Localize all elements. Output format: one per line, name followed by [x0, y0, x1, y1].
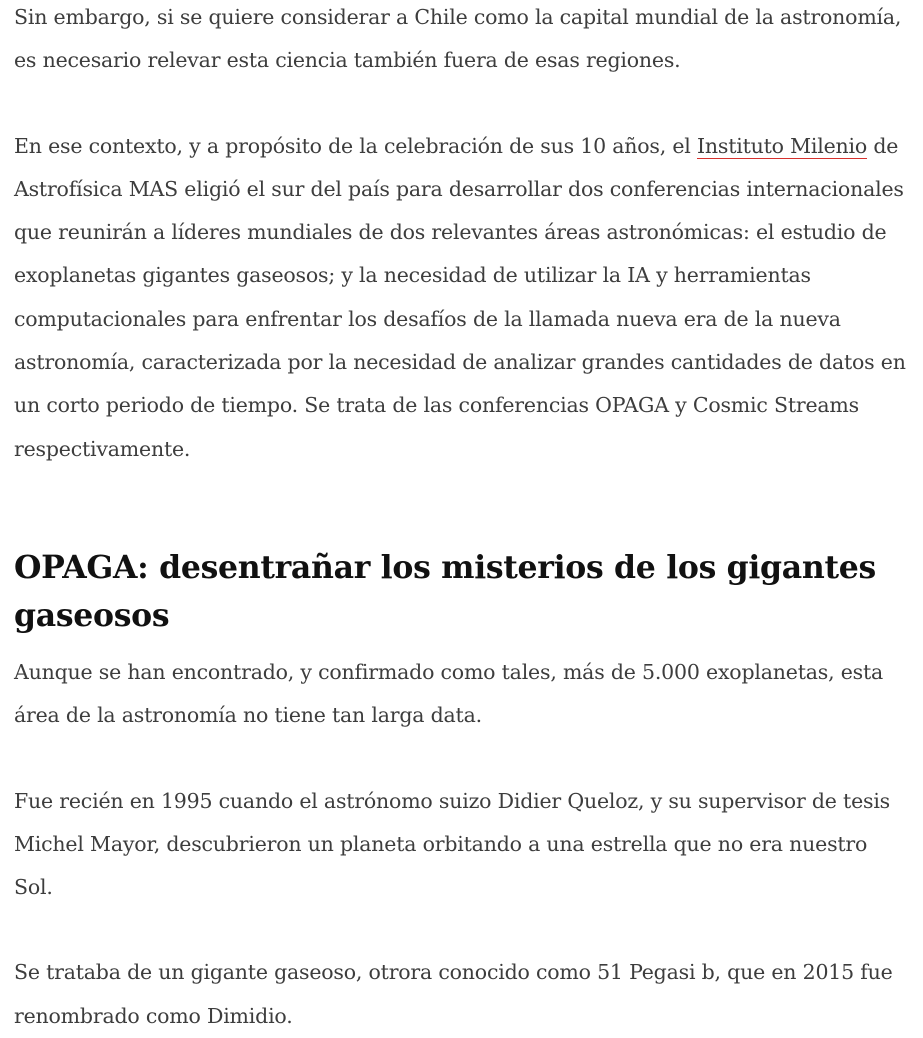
paragraph-chile-astronomy: Sin embargo, si se quiere considerar a Chile como la capital mundial de la astronomía, es necesario relevar esta ciencia también fuera de esas regiones. [14, 5, 902, 73]
instituto-milenio-link[interactable]: Instituto Milenio [696, 133, 868, 158]
context-text-before-link: En ese contexto, y a propósito de la celebración de sus 10 años, el [14, 133, 697, 158]
paragraph-1995-discovery: Fue recién en 1995 cuando el astrónomo suizo Didier Queloz, y su supervisor de tesis Michel Mayor, descubrieron un planeta orbitando a una estrella que no era nuestro Sol. [14, 788, 890, 900]
section-heading-opaga: OPAGA: desentrañar los misterios de los gigantes gaseosos [14, 548, 876, 634]
context-text-after-link: de Astrofísica MAS eligió el sur del país para desarrollar dos conferencias internacionales que reunirán a líderes mundiales de dos relevantes áreas astronómicas: el estudio de exoplanetas gigantes gaseosos; y la necesidad de utilizar la IA y herramientas computacionales para enfrentar los desafíos de la llamada nueva era de la nueva astronomía, caracterizada por la necesidad de analizar grandes cantidades de datos en un corto periodo de tiempo. Se trata de las conferencias OPAGA y Cosmic Streams respectivamente. [14, 133, 906, 461]
paragraph-exoplanets-count: Aunque se han encontrado, y confirmado como tales, más de 5.000 exoplanetas, esta área de la astronomía no tiene tan larga data. [14, 659, 884, 728]
paragraph-context [14, 125, 909, 471]
paragraph-51-pegasi-b: Se trataba de un gigante gaseoso, otrora conocido como 51 Pegasi b, que en 2015 fue renombrado como Dimidio. [14, 960, 893, 1028]
